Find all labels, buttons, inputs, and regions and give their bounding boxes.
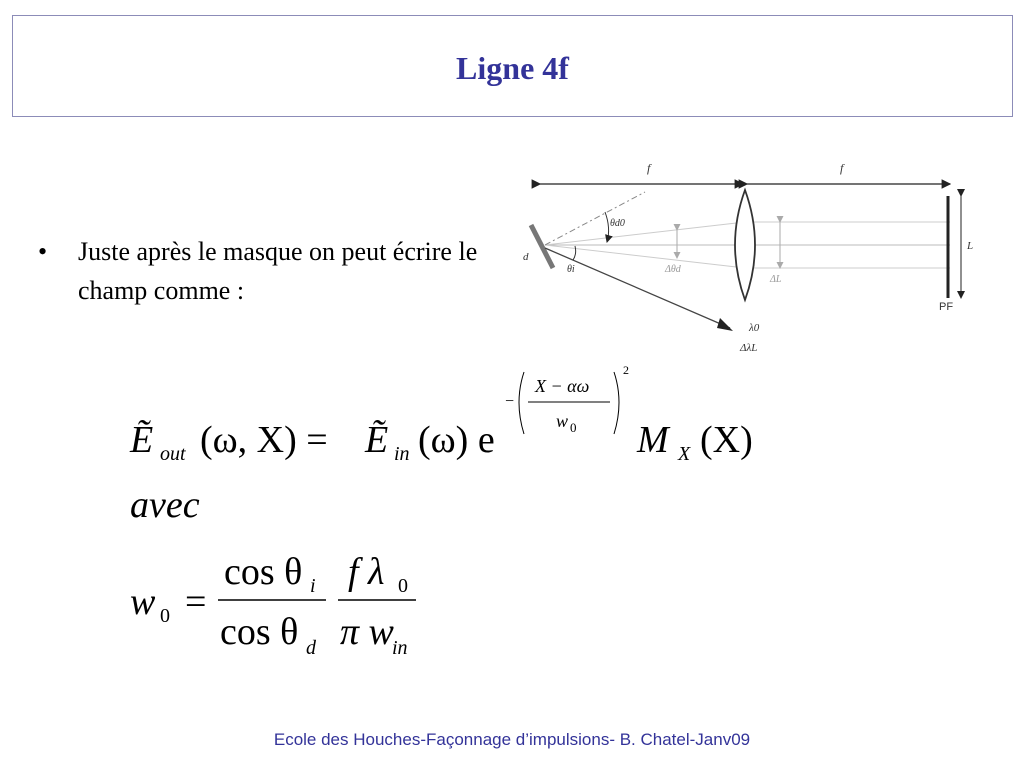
f-left-label: f <box>647 161 651 175</box>
frac2-denominator-sub: in <box>392 637 408 659</box>
grating-label: d <box>523 251 529 263</box>
PF-label: PF <box>939 301 954 313</box>
args1: (ω, X) = <box>200 419 328 461</box>
ray-upper <box>545 222 745 245</box>
frac1-numerator-sub: i <box>310 575 316 597</box>
delta-lambda-L-label: ΔλL <box>740 342 758 354</box>
M-argument: (X) <box>700 419 753 461</box>
footer-text: Ecole des Houches-Façonnage d’impulsions- B. Chatel-Janv09 <box>273 730 751 749</box>
E-out-symbol: Ẽ <box>130 419 154 461</box>
title-box <box>12 15 1013 117</box>
frac1-denominator: cos θ <box>220 611 299 653</box>
lens <box>735 190 755 300</box>
slide-title: Ligne 4f <box>456 50 569 86</box>
input-beam <box>545 248 730 328</box>
fourier-4f-diagram <box>515 150 995 365</box>
equals-sign: = <box>185 581 207 623</box>
frac1-numerator: cos θ <box>224 551 303 593</box>
grating <box>531 225 553 268</box>
frac2-numerator: f λ <box>348 551 385 593</box>
exp-num: X − αω <box>535 376 590 396</box>
theta-d0-label: θd0 <box>610 218 625 229</box>
f-right-label: f <box>840 161 844 175</box>
theta-i-label: θi <box>567 264 575 275</box>
w0-symbol: w <box>130 581 156 623</box>
exp-left-paren <box>519 372 524 434</box>
E-in-subscript: in <box>394 443 410 465</box>
args2: (ω) e <box>418 419 495 461</box>
input-beam-arrowhead <box>717 318 733 331</box>
equation-block <box>120 362 820 662</box>
exp-den: w <box>556 411 569 431</box>
frac2-numerator-sub: 0 <box>398 575 408 597</box>
exp-right-paren <box>614 372 619 434</box>
delta-L-label: ΔL <box>770 274 782 285</box>
field-equation <box>129 363 753 465</box>
w0-subscript: 0 <box>160 605 170 627</box>
frac1-denominator-sub: d <box>306 637 316 659</box>
M-subscript: X <box>678 443 691 465</box>
exp-power: 2 <box>623 363 629 377</box>
normal-dashdot <box>545 192 645 245</box>
delta-theta-d-label: Δθd <box>665 264 681 275</box>
avec-word: avec <box>130 484 200 526</box>
lambda0-label: λ0 <box>749 322 760 334</box>
L-label: L <box>967 240 974 252</box>
exp-minus: − <box>505 393 515 410</box>
frac2-denominator: π w <box>340 611 394 653</box>
bullet-symbol: • <box>38 237 48 266</box>
waist-equation <box>130 551 416 659</box>
bullet-text: Juste après le masque on peut écrire le champ comme : <box>78 237 478 305</box>
E-out-subscript: out <box>160 443 186 465</box>
M-symbol: M <box>637 419 669 461</box>
exp-den-sub: 0 <box>570 420 577 435</box>
E-in-symbol: Ẽ <box>365 419 389 461</box>
